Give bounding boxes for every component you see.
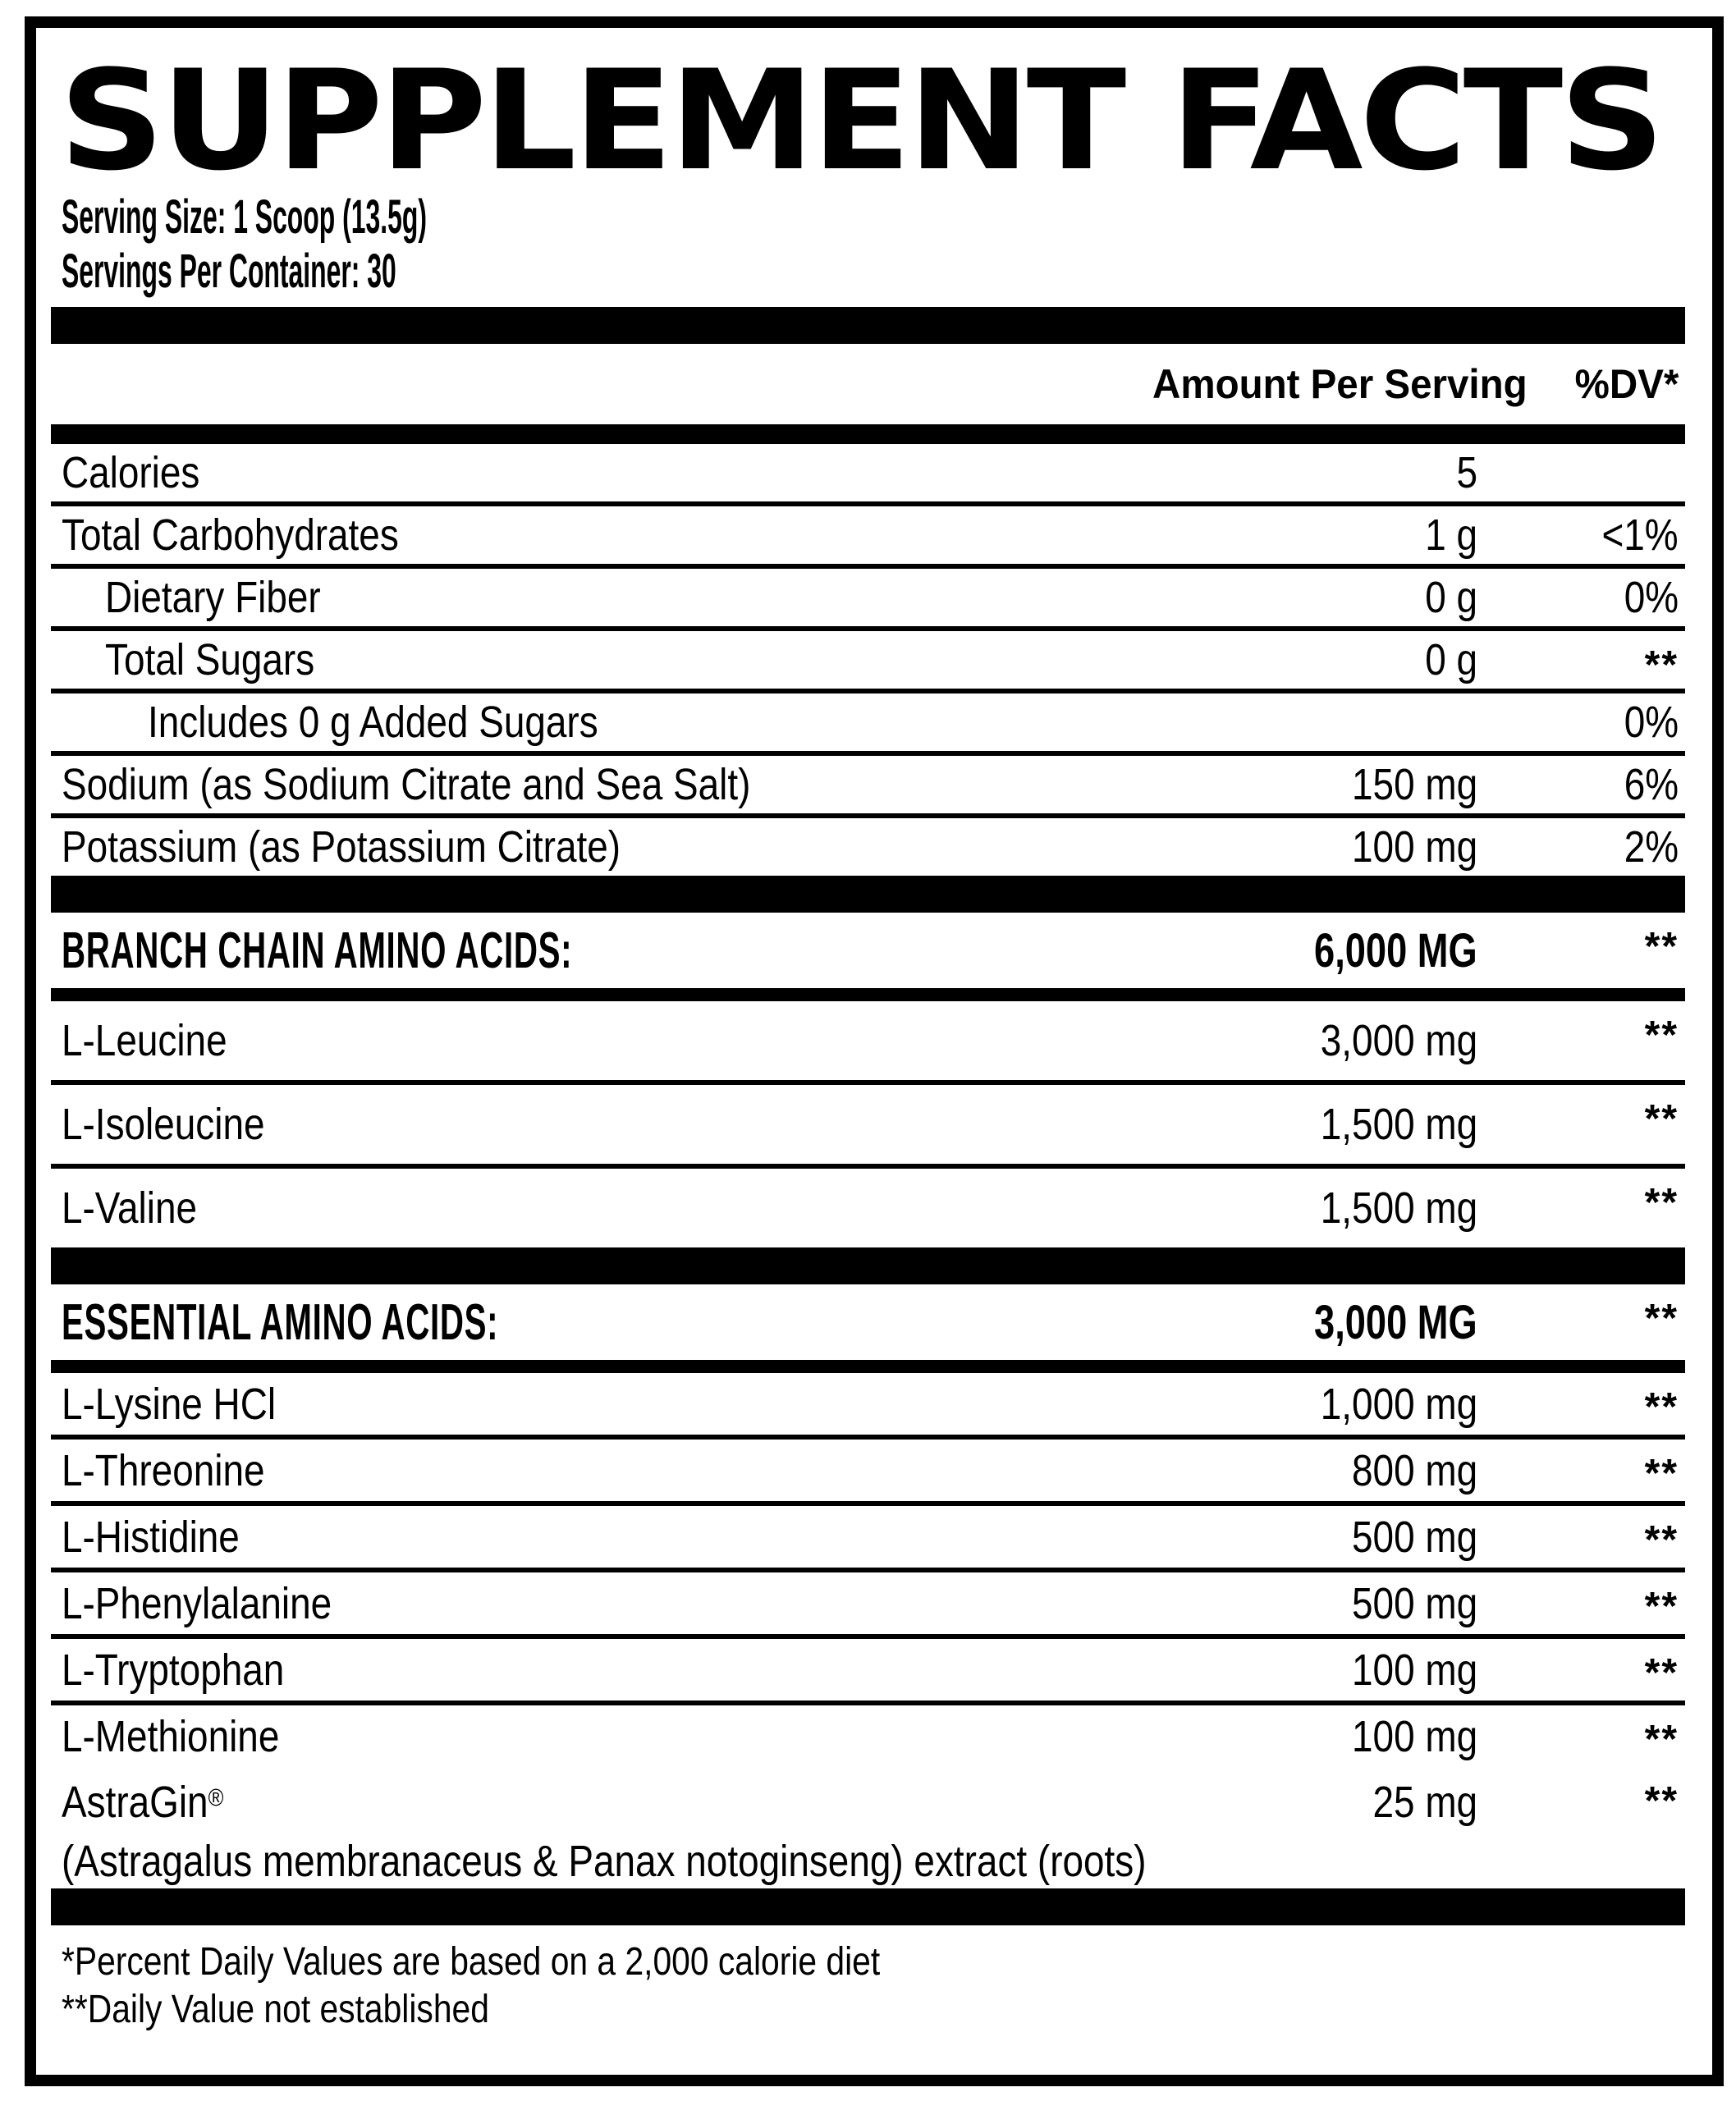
ingredient-name (51, 510, 1133, 561)
amount-value-text: 0 g (1425, 573, 1477, 622)
ingredient-row (51, 1373, 1685, 1435)
ingredient-row (51, 1639, 1685, 1700)
nutrient-row (51, 631, 1685, 689)
dv-value-text: ** (1644, 643, 1679, 687)
amount-value (1133, 572, 1477, 623)
dv-value (1477, 1705, 1685, 1763)
amount-value (1133, 634, 1477, 685)
ingredient-name (51, 822, 1133, 872)
dv-value (1477, 572, 1685, 623)
registered-trademark-symbol: ® (208, 1784, 224, 1812)
divider-bar-before-bcaa (51, 876, 1685, 913)
amount-value-text: 100 mg (1351, 1645, 1477, 1695)
dv-value (1477, 1440, 1685, 1497)
ingredient-name (51, 1379, 1133, 1430)
panel-title-text: SUPPLEMENT FACTS (59, 40, 1662, 201)
panel-content (51, 40, 1685, 2034)
amount-cell (1133, 1777, 1477, 1828)
column-header-dv: %DV* (1574, 361, 1679, 407)
ingredient-name-text: L-Tryptophan (62, 1645, 285, 1695)
dv-value (1477, 1639, 1685, 1696)
nutrient-row (51, 444, 1685, 501)
dv-value: ** (1644, 1779, 1679, 1823)
amount-value (1133, 923, 1477, 978)
dv-value-text: 2% (1624, 822, 1679, 872)
ingredient-name (51, 572, 1133, 623)
serving-size-line: Serving Size: 1 Scoop (13.5g) (62, 190, 427, 244)
amount-value-text: 6,000 MG (1314, 923, 1477, 977)
ingredient-name (51, 1183, 1133, 1234)
amount-value-text: 800 mg (1351, 1445, 1477, 1495)
dv-value (1477, 697, 1685, 748)
amount-value-text: 100 mg (1351, 1711, 1477, 1761)
ingredient-name-cell (51, 1777, 1133, 1828)
dv-value-text: ** (1644, 1297, 1679, 1340)
amount-value (1133, 1512, 1477, 1563)
dv-value-text: ** (1644, 1452, 1679, 1495)
dv-value (1477, 1373, 1685, 1430)
supplement-facts-panel (25, 16, 1724, 2086)
ingredient-name-text: Dietary Fiber (105, 573, 321, 622)
column-header-amount: Amount Per Serving (1152, 361, 1528, 407)
amino-section (51, 1284, 1685, 1767)
amount-value-text: 500 mg (1351, 1512, 1477, 1562)
ingredient-name (51, 1578, 1133, 1629)
ingredient-name-text: Calories (62, 448, 200, 497)
dv-value-text: <1% (1601, 510, 1679, 560)
ingredient-name (51, 1711, 1133, 1762)
dv-value (1477, 631, 1685, 689)
ingredient-name (51, 447, 1133, 498)
section-heading-row (51, 1284, 1685, 1360)
amount-value-text: 3,000 MG (1314, 1295, 1477, 1349)
dv-value-text: ** (1644, 1014, 1679, 1057)
ingredient-name (51, 1512, 1133, 1563)
amount-value-text: 100 mg (1351, 822, 1477, 872)
amount-value-text: 5 (1456, 448, 1477, 497)
nutrient-row (51, 756, 1685, 813)
dv-value-text: ** (1644, 1518, 1679, 1562)
dv-value (1477, 510, 1685, 561)
amino-acid-sections (51, 913, 1685, 1767)
amount-value-text: 1,000 mg (1320, 1379, 1477, 1429)
dv-value (1477, 913, 1685, 970)
ingredient-name (51, 759, 1133, 810)
amount-value (1133, 1578, 1477, 1629)
nutrient-row (51, 569, 1685, 626)
amount-value-text: 1 g (1425, 510, 1477, 560)
dv-value (1477, 1284, 1685, 1342)
dv-value (1477, 1506, 1685, 1563)
divider-bar-between-sections (51, 1247, 1685, 1284)
amount-value-text: 1,500 mg (1320, 1183, 1477, 1233)
nutrient-row (51, 506, 1685, 564)
ingredient-name (51, 1445, 1133, 1496)
ingredient-name-text: L-Valine (62, 1183, 198, 1233)
nutrient-rows-group (51, 444, 1685, 876)
nutrient-row (51, 693, 1685, 751)
dv-value-text: ** (1644, 1651, 1679, 1695)
dv-value (1477, 1169, 1685, 1226)
ingredient-name (51, 697, 1133, 748)
ingredient-name (51, 1015, 1133, 1066)
ingredient-name-text: L-Methionine (62, 1711, 280, 1761)
ingredient-name-text: L-Lysine HCl (62, 1379, 277, 1429)
amount-value (1133, 1099, 1477, 1150)
amount-value (1133, 1645, 1477, 1696)
section-heading-row (51, 913, 1685, 988)
ingredient-name (51, 922, 1133, 980)
dv-value (1477, 822, 1685, 872)
dv-value-text: 6% (1624, 760, 1679, 809)
ingredient-name-text: Sodium (as Sodium Citrate and Sea Salt) (62, 760, 751, 809)
divider-bar-under-heading (51, 1360, 1685, 1373)
ingredient-row (51, 1572, 1685, 1634)
amount-value (1133, 1015, 1477, 1066)
dv-value (1477, 759, 1685, 810)
amount-value-text: 500 mg (1351, 1578, 1477, 1628)
dv-value-text: ** (1644, 925, 1679, 968)
ingredient-name-text: Total Sugars (105, 635, 315, 684)
dv-value-text: ** (1644, 1718, 1679, 1761)
amount-value-text: 0 g (1425, 635, 1477, 684)
footnote-daily-values: *Percent Daily Values are based on a 2,000 calorie diet (62, 1940, 881, 1984)
panel-title (59, 40, 1685, 201)
ingredient-name-text: BRANCH CHAIN AMINO ACIDS: (62, 922, 573, 979)
amount-value (1133, 1295, 1477, 1350)
divider-bar-under-heading (51, 988, 1685, 1001)
amount-value (1133, 1445, 1477, 1496)
ingredient-row (51, 1169, 1685, 1247)
amount-value-text: 150 mg (1351, 760, 1477, 809)
amount-value-text: 3,000 mg (1320, 1016, 1477, 1065)
dv-value-text: ** (1644, 1585, 1679, 1628)
ingredient-row (51, 1085, 1685, 1164)
ingredient-description: (Astragalus membranaceus & Panax notoginseng) extract (roots) (62, 1837, 1147, 1886)
amount-value (1133, 822, 1477, 872)
amount-value (1133, 447, 1477, 498)
ingredient-name-text: Potassium (as Potassium Citrate) (62, 822, 621, 872)
nutrient-row (51, 818, 1685, 876)
ingredient-name: AstraGin (62, 1778, 208, 1827)
ingredient-name-text: Total Carbohydrates (62, 510, 399, 560)
ingredient-name-text: L-Isoleucine (62, 1100, 265, 1149)
divider-bar-top (51, 307, 1685, 344)
ingredient-row (51, 1705, 1685, 1767)
ingredient-name-text: L-Threonine (62, 1445, 265, 1495)
dv-value-text: ** (1644, 1385, 1679, 1429)
ingredient-name-text: L-Phenylalanine (62, 1578, 332, 1628)
ingredient-name (51, 1099, 1133, 1150)
dv-cell (1477, 1767, 1685, 1824)
dv-value-text: ** (1644, 1181, 1679, 1224)
amount-value (1133, 1711, 1477, 1762)
footnotes (62, 1939, 1685, 2034)
dv-value (1477, 1001, 1685, 1059)
dv-value (1477, 1572, 1685, 1630)
amino-section (51, 913, 1685, 1247)
amount-value (1133, 510, 1477, 561)
servings-per-container-line: Servings Per Container: 30 (62, 245, 396, 298)
divider-bar-before-footnotes (51, 1888, 1685, 1925)
ingredient-name-text: L-Leucine (62, 1016, 227, 1065)
amount-value-text: 1,500 mg (1320, 1100, 1477, 1149)
amount-value (1133, 1183, 1477, 1234)
ingredient-row (51, 1440, 1685, 1501)
amount-value (1133, 759, 1477, 810)
ingredient-name (51, 634, 1133, 685)
footnote-dv-not-established: **Daily Value not established (62, 1988, 489, 2031)
dv-value (1477, 1085, 1685, 1142)
dv-value-text: ** (1644, 1097, 1679, 1141)
column-header-row (51, 344, 1685, 424)
ingredient-name-text: L-Histidine (62, 1512, 240, 1562)
ingredient-name (51, 1293, 1133, 1352)
ingredient-name-text: Includes 0 g Added Sugars (148, 698, 598, 747)
ingredient-row (51, 1506, 1685, 1568)
dv-value-text: 0% (1624, 573, 1679, 622)
divider-bar-under-header (51, 424, 1685, 444)
ingredient-row-astragin (51, 1767, 1685, 1838)
ingredient-name (51, 1645, 1133, 1696)
amount-value (1133, 1379, 1477, 1430)
amount-value: 25 mg (1372, 1778, 1477, 1827)
ingredient-row (51, 1001, 1685, 1080)
dv-value-text: 0% (1624, 698, 1679, 747)
ingredient-name-text: ESSENTIAL AMINO ACIDS: (62, 1293, 499, 1351)
